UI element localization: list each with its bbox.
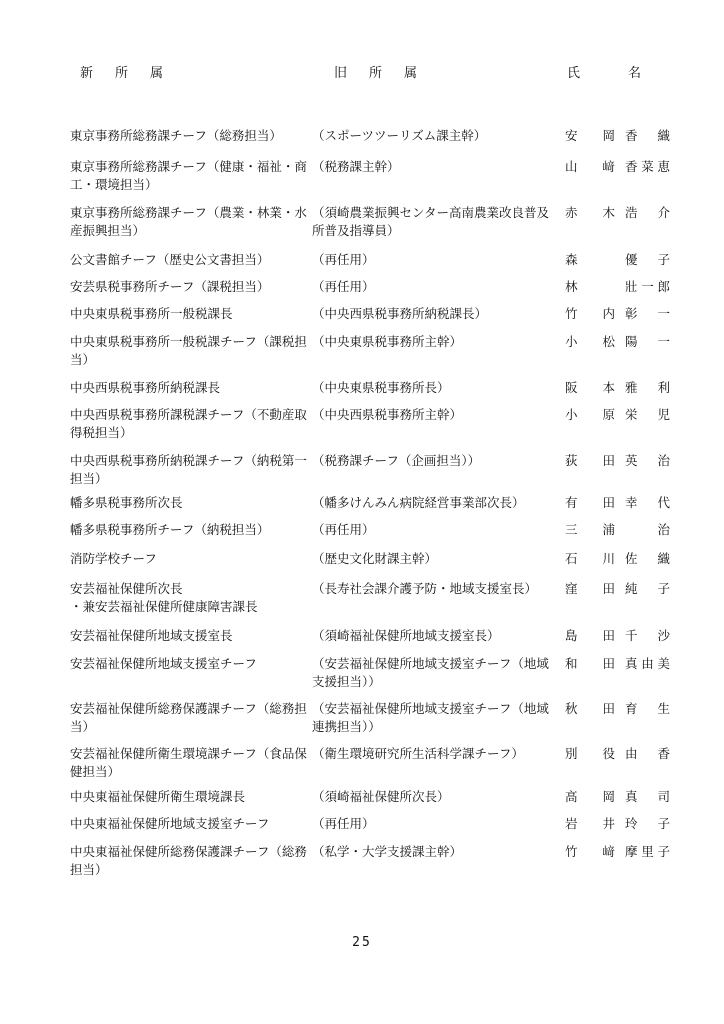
surname-cell: 有 田 [565,495,615,510]
old-affiliation-cell: （中央西県税事務所納税課長） [312,306,488,321]
new-affiliation-cell: 安芸福祉保健所総務保護課チーフ（総務担当） [70,701,307,734]
old-affiliation-cell: （税務課チーフ（企画担当）） [312,453,481,468]
given-name-cell: 育 生 [625,701,670,716]
new-affiliation-cell: 東京事務所総務課チーフ（総務担当） [70,128,282,143]
new-affiliation-cell: 幡多県税事務所次長 [70,495,183,510]
surname-cell: 岩 井 [565,816,615,831]
new-affiliation-cell: 安芸県税事務所チーフ（課税担当） [70,279,270,294]
given-name-cell: 摩里子 [625,844,670,859]
given-name-cell: 真由美 [625,656,670,671]
new-affiliation-cell: 中央西県税事務所納税課チーフ（納税第一担当） [70,453,307,486]
given-name-cell: 真 司 [625,789,670,804]
new-affiliation-cell: 消防学校チーフ [70,551,157,566]
header-char: 所 [369,66,383,81]
new-affiliation-cell: 中央東福祉保健所地域支援室チーフ [70,816,270,831]
given-name-cell: 千 沙 [625,628,670,643]
old-affiliation-cell: （中央西県税事務所主幹） [312,407,463,422]
old-affiliation-cell: （再任用） [312,816,375,831]
surname-cell: 安 岡 [565,128,615,143]
old-affiliation-cell: （須崎農業振興センター高南農業改良普及所普及指導員） [312,205,550,238]
surname-cell: 和 田 [565,656,615,671]
new-affiliation-cell: 幡多県税事務所チーフ（納税担当） [70,522,270,537]
old-affiliation-cell: （須崎福祉保健所次長） [312,789,450,804]
old-affiliation-cell: （中央東県税事務所主幹） [312,334,463,349]
given-name-cell: 玲 子 [625,816,670,831]
new-affiliation-cell: 東京事務所総務課チーフ（健康・福祉・商工・環境担当） [70,159,307,192]
new-affiliation-cell: 中央西県税事務所納税課長 [70,380,221,395]
surname-cell: 森 [565,252,578,267]
surname-cell: 島 田 [565,628,615,643]
surname-cell: 竹 内 [565,306,615,321]
old-affiliation-cell: （安芸福祉保健所地域支援室チーフ（地域連携担当）） [312,701,549,734]
new-affiliation-cell: 安芸福祉保健所衛生環境課チーフ（食品保健担当） [70,746,307,779]
surname-cell: 秋 田 [565,701,615,716]
given-name-cell: 由 香 [625,746,670,761]
page-number: 25 [352,935,372,950]
old-affiliation-cell: （衛生環境研究所生活科学課チーフ） [312,746,524,761]
given-name-cell: 香 織 [625,128,670,143]
given-name-cell: 純 子 [625,581,670,596]
surname-cell: 山 﨑 [565,159,615,174]
old-affiliation-cell: （再任用） [312,279,375,294]
surname-cell: 林 [565,279,578,294]
header-char: 氏 [567,66,581,81]
given-name-cell: 治 [657,522,670,537]
old-affiliation-cell: （スポーツツーリズム課主幹） [312,128,487,143]
old-affiliation-cell: （須崎福祉保健所地域支援室長） [312,628,500,643]
header-new-affiliation [80,62,185,81]
surname-cell: 小 松 [565,334,615,349]
old-affiliation-cell: （歴史文化財課主幹） [312,551,438,566]
given-name-cell: 雅 利 [625,380,670,395]
old-affiliation-cell: （中央東県税事務所長） [312,380,450,395]
given-name-cell: 浩 介 [625,205,670,220]
old-affiliation-cell: （再任用） [312,522,375,537]
header-char: 名 [628,66,642,81]
surname-cell: 石 川 [565,551,615,566]
old-affiliation-cell: （長寿社会課介護予防・地域支援室長） [312,581,538,596]
given-name-cell: 彰 一 [625,306,670,321]
new-affiliation-cell: 中央東県税事務所一般税課チーフ（課税担当） [70,334,307,367]
given-name-cell: 優 子 [625,252,670,267]
surname-cell: 三 浦 [565,522,615,537]
header-char: 旧 [334,66,348,81]
header-char: 属 [150,66,164,81]
surname-cell: 別 役 [565,746,615,761]
new-affiliation-cell: 東京事務所総務課チーフ（農業・林業・水産振興担当） [70,205,307,238]
given-name-cell: 壯一郎 [625,279,670,294]
old-affiliation-cell: （再任用） [312,252,375,267]
new-affiliation-cell: 中央東県税事務所一般税課長 [70,306,233,321]
new-affiliation-cell: 中央西県税事務所課税課チーフ（不動産取得税担当） [70,407,307,440]
header-char: 所 [115,66,129,81]
given-name-cell: 幸 代 [625,495,670,510]
new-affiliation-cell: 公文書館チーフ（歴史公文書担当） [70,252,270,267]
header-old-affiliation [334,62,439,81]
new-affiliation-cell: 安芸福祉保健所地域支援室長 [70,628,233,643]
given-name-cell: 栄 児 [625,407,670,422]
new-affiliation-cell: 中央東福祉保健所衛生環境課長 [70,789,246,804]
surname-cell: 赤 木 [565,205,615,220]
header-name [567,62,689,81]
surname-cell: 阪 本 [565,380,615,395]
old-affiliation-cell: （税務課主幹） [312,159,400,174]
new-affiliation-cell: 安芸福祉保健所次長 ・兼安芸福祉保健所健康障害課長 [70,581,258,614]
surname-cell: 竹 﨑 [565,844,615,859]
surname-cell: 窪 田 [565,581,615,596]
given-name-cell: 英 治 [625,453,670,468]
surname-cell: 小 原 [565,407,615,422]
header-char: 属 [404,66,418,81]
old-affiliation-cell: （安芸福祉保健所地域支援室チーフ（地域支援担当）） [312,656,549,689]
surname-cell: 荻 田 [565,453,615,468]
new-affiliation-cell: 安芸福祉保健所地域支援室チーフ [70,656,257,671]
new-affiliation-cell: 中央東福祉保健所総務保護課チーフ（総務担当） [70,844,307,877]
old-affiliation-cell: （私学・大学支援課主幹） [312,844,463,859]
given-name-cell: 佐 織 [625,551,670,566]
surname-cell: 高 岡 [565,789,615,804]
header-char: 新 [80,66,94,81]
given-name-cell: 香菜恵 [625,159,670,174]
given-name-cell: 陽 一 [625,334,670,349]
old-affiliation-cell: （幡多けんみん病院経営事業部次長） [312,495,525,510]
